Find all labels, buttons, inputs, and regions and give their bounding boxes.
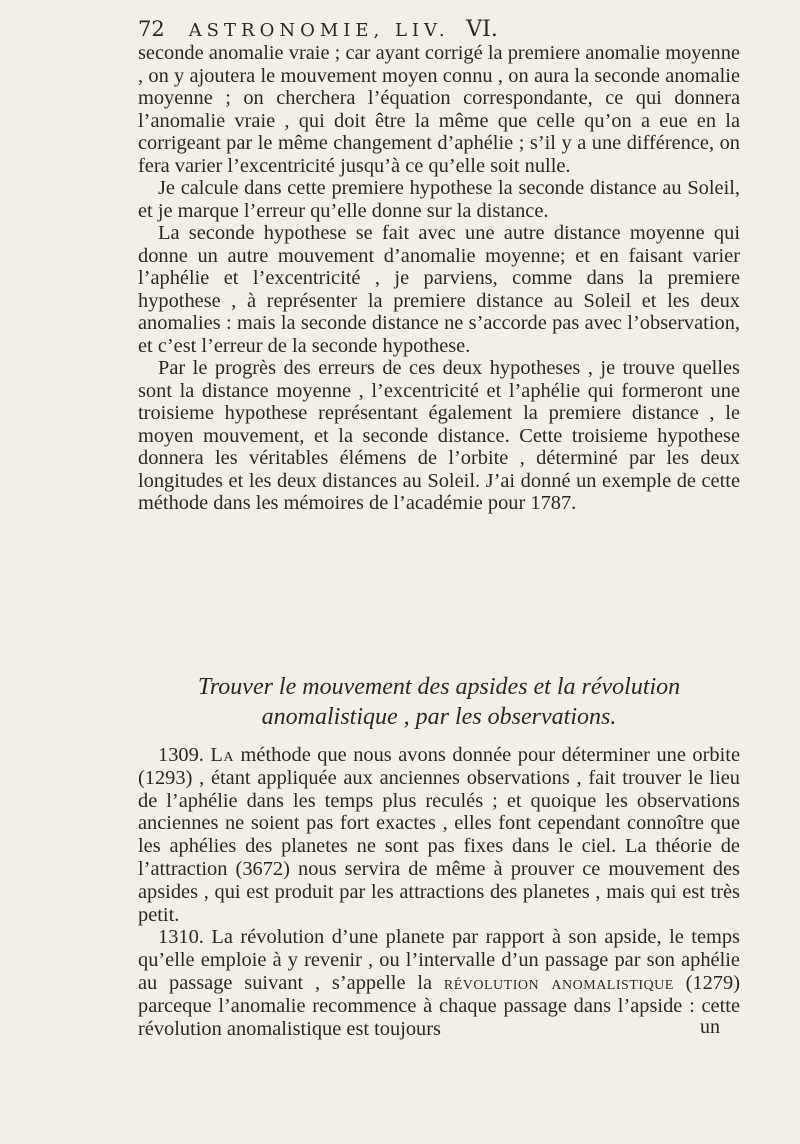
section-heading-line-2: anomalistique , par les observations. [261, 704, 617, 730]
paragraph-third-hypothesis: Par le progrès des erreurs de ces deux hypotheses , je trouve quelles sont la distance moyenne , l’excentricité et l’aphélie qui formeront une troisieme hypothese représentant également la premiere distance , le moyen mouvement, et la seconde distance. Cette troisieme hypothese donnera les véritables élémens de l’orbite , déterminé par les deux longitudes et les deux distances au Soleil. J’ai donné un exemple de cette méthode dans les mémoires de l’académie pour 1787. [138, 357, 740, 514]
paragraph-1310 [138, 926, 740, 1040]
running-header [138, 16, 738, 44]
paragraph-1309-text: méthode que nous avons donnée pour déterminer une orbite (1293) , étant appliquée aux anciennes observations , fait trouver le lieu de l’aphélie dans les temps plus reculés ; et quoique les observations anciennes ne soient pas fort exactes , elles font cependant connoître que les aphélies des planetes ne sont pas fixes dans le ciel. La théorie de l’attraction (3672) nous servira de même à prouver ce mouvement des apsides , qui est produit par les attractions des planetes , mais qui est très petit. [138, 744, 740, 926]
paragraph-1310-text-b: (1279) parceque l’anomalie recommence à chaque passage dans l’apside : cette révolution anomalistique est toujours [138, 971, 740, 1040]
section-text [138, 744, 740, 1040]
main-text [138, 42, 740, 515]
article-number-1310: 1310. [158, 926, 204, 949]
paragraph-second-hypothesis: La seconde hypothese se fait avec une autre distance moyenne qui donne un autre mouvement d’anomalie moyenne; et en faisant varier l’aphélie et l’excentricité , je parviens, comme dans la premiere hypothese , à représenter la premiere distance au Soleil et les deux anomalies : mais la seconde distance ne s’accorde pas avec l’observation, et c’est l’erreur de la seconde hypothese. [138, 222, 740, 357]
lead-word: La [210, 744, 234, 766]
article-number-1309: 1309. [158, 744, 204, 766]
section-heading [138, 672, 740, 732]
section-heading-line-1: Trouver le mouvement des apsides et la révolution [197, 674, 681, 700]
running-title: ASTRONOMIE, LIV. [188, 20, 450, 41]
chapter-number: VI. [466, 17, 498, 42]
paragraph-1310-text-a: La révolution d’une planete par rapport à son apside, le temps qu’elle emploie à y revenir , ou l’intervalle d’un passage par son aphélie au passage suivant , s’appelle la [138, 926, 740, 994]
term-revolution-anomalistique: révolution anomalistique [443, 971, 674, 994]
paragraph-first-hypothesis: Je calcule dans cette premiere hypothese la seconde distance au Soleil, et je marque l’erreur qu’elle donne sur la distance. [138, 177, 740, 222]
paragraph-continuation: seconde anomalie vraie ; car ayant corrigé la premiere anomalie moyenne , on y ajoutera le mouvement moyen connu , on aura la seconde anomalie moyenne ; on cherchera l’équation correspondante, ce qui donnera l’anomalie vraie , qui doit être la même que celle qu’on a eue en la corrigeant par le même changement d’aphélie ; s’il y a une différence, on fera varier l’excentricité jusqu’à ce qu’elle soit nulle. [138, 42, 740, 177]
paragraph-1309 [138, 744, 740, 926]
page-number: 72 [138, 17, 165, 41]
catchword: un [700, 1016, 720, 1038]
